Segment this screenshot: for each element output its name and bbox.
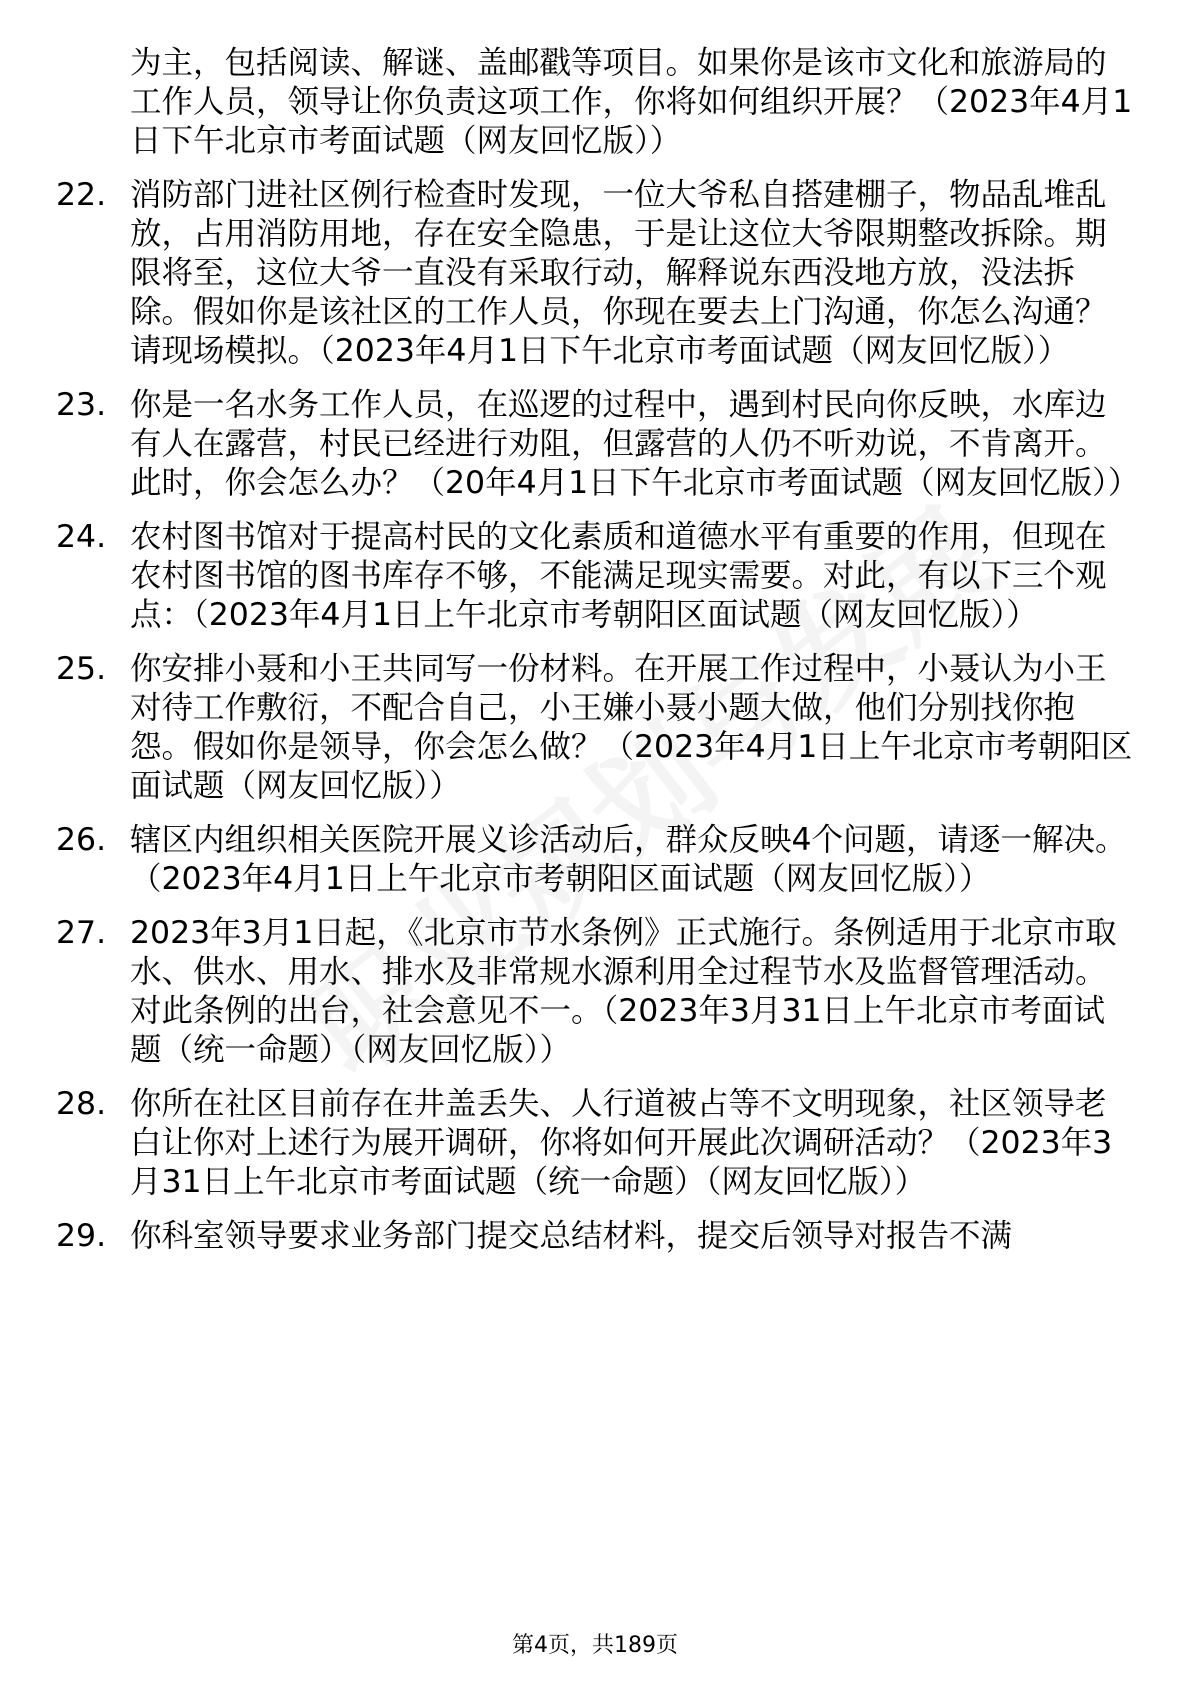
list-item (56, 1085, 1134, 1202)
item-text: 2023年3月1日起，《北京市节水条例》正式施行。条例适用于北京市取水、供水、用水、排水及非常规水源利用全过程节水及监督管理活动。对此条例的出台，社会意见不一。（2023年3月31日上午北京市考面试题（统一命题）（网友回忆版）） (130, 915, 1117, 1068)
item-number: 25. (56, 651, 107, 687)
item-text: 消防部门进社区例行检查时发现，一位大爷私自搭建棚子，物品乱堆乱放，占用消防用地，存在安全隐患，于是让这位大爷限期整改拆除。期限将至，这位大爷一直没有采取行动，解释说东西没地方放，没法拆除。假如你是该社区的工作人员，你现在要去上门沟通，你怎么沟通？请现场模拟。（2023年4月1日下午北京市考面试题（网友回忆版）） (130, 177, 1107, 369)
item-text: 你安排小聂和小王共同写一份材料。在开展工作过程中，小聂认为小王对待工作敷衍，不配合自己，小王嫌小聂小题大做，他们分别找你抱怨。假如你是领导，你会怎么做？（2023年4月1日上午北京市考朝阳区面试题（网友回忆版）） (130, 651, 1133, 804)
item-number: 24. (56, 519, 107, 555)
list-item (56, 44, 1134, 161)
item-number: 29. (56, 1218, 107, 1254)
item-number: 26. (56, 822, 107, 858)
list-item (56, 821, 1134, 899)
list-item (56, 650, 1134, 806)
item-number: 23. (56, 387, 107, 423)
list-item (56, 1217, 1134, 1256)
list-item (56, 914, 1134, 1070)
item-text: 你科室领导要求业务部门提交总结材料，提交后领导对报告不满 (130, 1218, 1013, 1254)
item-text: 你是一名水务工作人员，在巡逻的过程中，遇到村民向你反映，水库边有人在露营，村民已经进行劝阻，但露营的人仍不听劝说，不肯离开。此时，你会怎么办？（20年4月1日下午北京市考面试题（网友回忆版）） (130, 387, 1140, 501)
item-text: 辖区内组织相关医院开展义诊活动后，群众反映4个问题，请逐一解决。（2023年4月1日上午北京市考朝阳区面试题（网友回忆版）） (130, 822, 1127, 897)
item-text: 农村图书馆对于提高村民的文化素质和道德水平有重要的作用，但现在农村图书馆的图书库存不够，不能满足现实需要。对此，有以下三个观点：（2023年4月1日上午北京市考朝阳区面试题（网友回忆版）） (130, 519, 1107, 633)
item-number: 27. (56, 915, 107, 951)
list-item (56, 518, 1134, 635)
question-list (56, 44, 1140, 1271)
list-item (56, 386, 1140, 503)
item-text: 为主，包括阅读、解谜、盖邮戳等项目。如果你是该市文化和旅游局的工作人员，领导让你负责这项工作，你将如何组织开展？（2023年4月1日下午北京市考面试题（网友回忆版）） (130, 45, 1133, 159)
item-text: 你所在社区目前存在井盖丢失、人行道被占等不文明现象，社区领导老白让你对上述行为展开调研，你将如何开展此次调研活动？（2023年3月31日上午北京市考面试题（统一命题）（网友回忆版）） (130, 1086, 1113, 1200)
item-number: 22. (56, 177, 107, 213)
page-number-footer: 第4页，共189页 (512, 1633, 678, 1658)
item-number: 28. (56, 1086, 107, 1122)
list-item (56, 176, 1134, 371)
